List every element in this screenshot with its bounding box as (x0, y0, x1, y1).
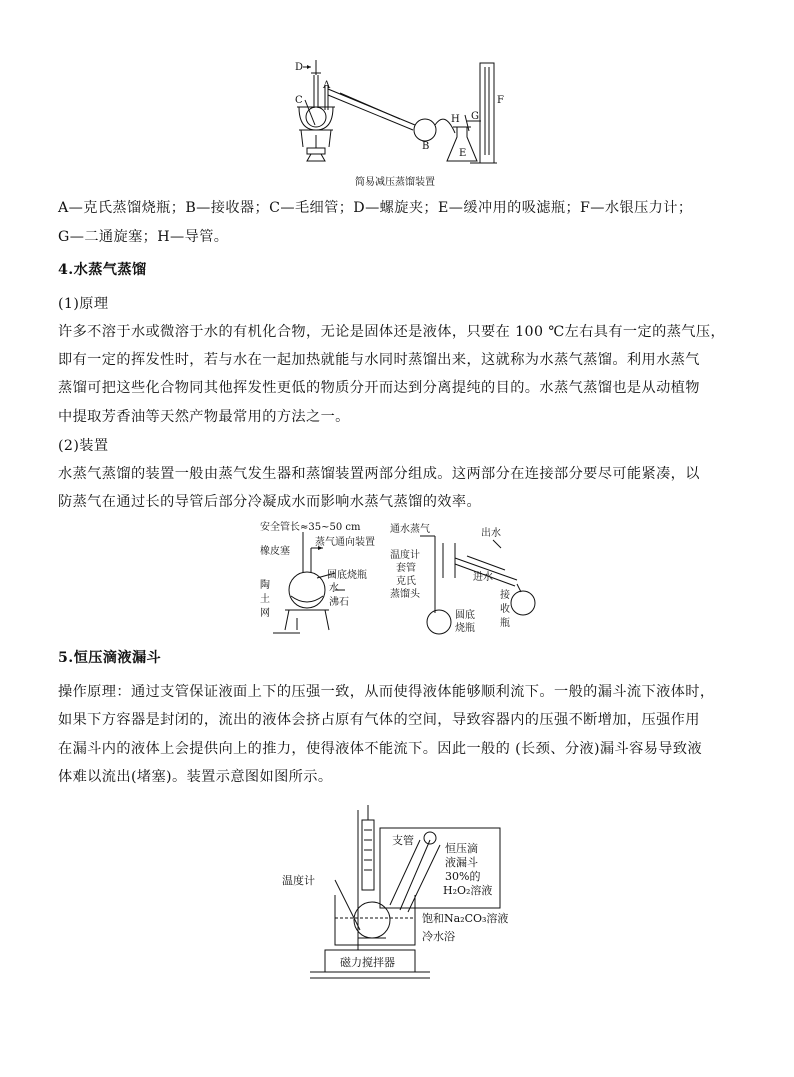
section-5-title: 5.恒压滴液漏斗 (58, 650, 162, 666)
section-4-sub2: (2)装置 (58, 438, 109, 454)
section-4-para1-line1: 许多不溶于水或微溶于水的有机化合物，无论是固体还是液体，只要在 100 ℃左右具有一定的蒸气压， (58, 324, 726, 340)
label-rb-2: 烧瓶 (455, 623, 475, 634)
section-4-para1-line3: 蒸馏可把这些化合物同其他挥发性更低的物质分开而达到分离提纯的目的。水蒸气蒸馏也是从动植物 (58, 380, 700, 396)
label-thermo: 温度计 (390, 550, 420, 561)
section-4-title: 4.水蒸气蒸馏 (58, 262, 147, 278)
label-H: H (451, 114, 460, 125)
label-head: 蒸馏头 (390, 589, 420, 600)
label-F: F (497, 95, 504, 106)
figure-vacuum-distillation (285, 55, 525, 190)
label-ping: 瓶 (500, 618, 510, 629)
label-keshi: 克氏 (396, 576, 416, 587)
label-steam-in: 通水蒸气 (390, 524, 430, 535)
section-4-para1-line4: 中提取芳香油等天然产物最常用的方法之一。 (58, 409, 350, 425)
section-5-para-line2: 如果下方容器是封闭的，流出的液体会挤占原有气体的空间，导致容器内的压强不断增加，压强作用 (58, 712, 700, 728)
label-stopper: 橡皮塞 (260, 546, 290, 557)
label-D: D (295, 62, 304, 73)
label-C: C (295, 95, 303, 106)
label-h2o2-1: 30%的 (445, 870, 481, 883)
label-tu: 土 (260, 594, 270, 605)
label-shou: 收 (500, 604, 510, 615)
section-5-para-line4: 体难以流出(堵塞)。装置示意图如图所示。 (58, 769, 333, 785)
section-4-para1-line2: 即有一定的挥发性时，若与水在一起加热就能与水同时蒸馏出来，这就称为水蒸气蒸馏。利用水蒸气 (58, 352, 700, 368)
section-5-para-line3: 在漏斗内的液体上会提供向上的推力，使得液体不能流下。因此一般的 (长颈、分液)漏斗容易导致液 (58, 741, 703, 757)
label-thermometer: 温度计 (282, 874, 315, 887)
label-water: 水 (329, 583, 339, 594)
label-funnel-2: 液漏斗 (445, 856, 478, 869)
label-G: G (471, 111, 479, 122)
label-funnel-1: 恒压滴 (445, 842, 478, 855)
label-water-in: 进水 (473, 572, 493, 583)
figure-steam-distillation (255, 518, 555, 638)
label-boiling-stone: 沸石 (329, 597, 349, 608)
section-4-sub1: (1)原理 (58, 296, 109, 312)
label-tao: 陶 (260, 580, 270, 591)
label-branch: 支管 (392, 834, 414, 847)
label-to-device: 蒸气通向装置 (315, 537, 375, 548)
section-4-para2-line1: 水蒸气蒸馏的装置一般由蒸气发生器和蒸馏装置两部分组成。这两部分在连接部分要尽可能紧凑，以 (58, 466, 700, 482)
label-A: A (323, 80, 331, 91)
label-B: B (422, 141, 430, 152)
label-safety-tube: 安全管长≈35~50 cm (260, 522, 361, 533)
label-flask: 圆底烧瓶 (327, 570, 367, 581)
label-water-out: 出水 (481, 528, 501, 539)
figure1-caption: 简易减压蒸馏装置 (355, 177, 435, 188)
label-rb-1: 圆底 (455, 610, 475, 621)
section-5-para-line1: 操作原理：通过支管保证液面上下的压强一致，从而使得液体能够顺利流下。一般的漏斗流下液体时， (58, 684, 715, 700)
legend-line-1: A—克氏蒸馏烧瓶；B—接收器；C—毛细管；D—螺旋夹；E—缓冲用的吸滤瓶；F—水银压力计； (58, 200, 693, 216)
label-h2o2-2: H₂O₂溶液 (443, 884, 493, 897)
label-E: E (459, 148, 467, 159)
label-bath: 冷水浴 (422, 930, 455, 943)
section-4-para2-line2: 防蒸气在通过长的导管后部分冷凝成水而影响水蒸气蒸馏的效率。 (58, 494, 482, 510)
label-jie: 接 (500, 590, 510, 601)
label-stirrer: 磁力搅拌器 (340, 956, 395, 969)
label-wang: 网 (260, 608, 270, 619)
label-na2co3: 饱和Na₂CO₃溶液 (422, 912, 509, 925)
legend-line-2: G—二通旋塞；H—导管。 (58, 229, 229, 245)
figure-pressure-funnel (280, 800, 520, 985)
label-sleeve: 套管 (396, 563, 416, 574)
